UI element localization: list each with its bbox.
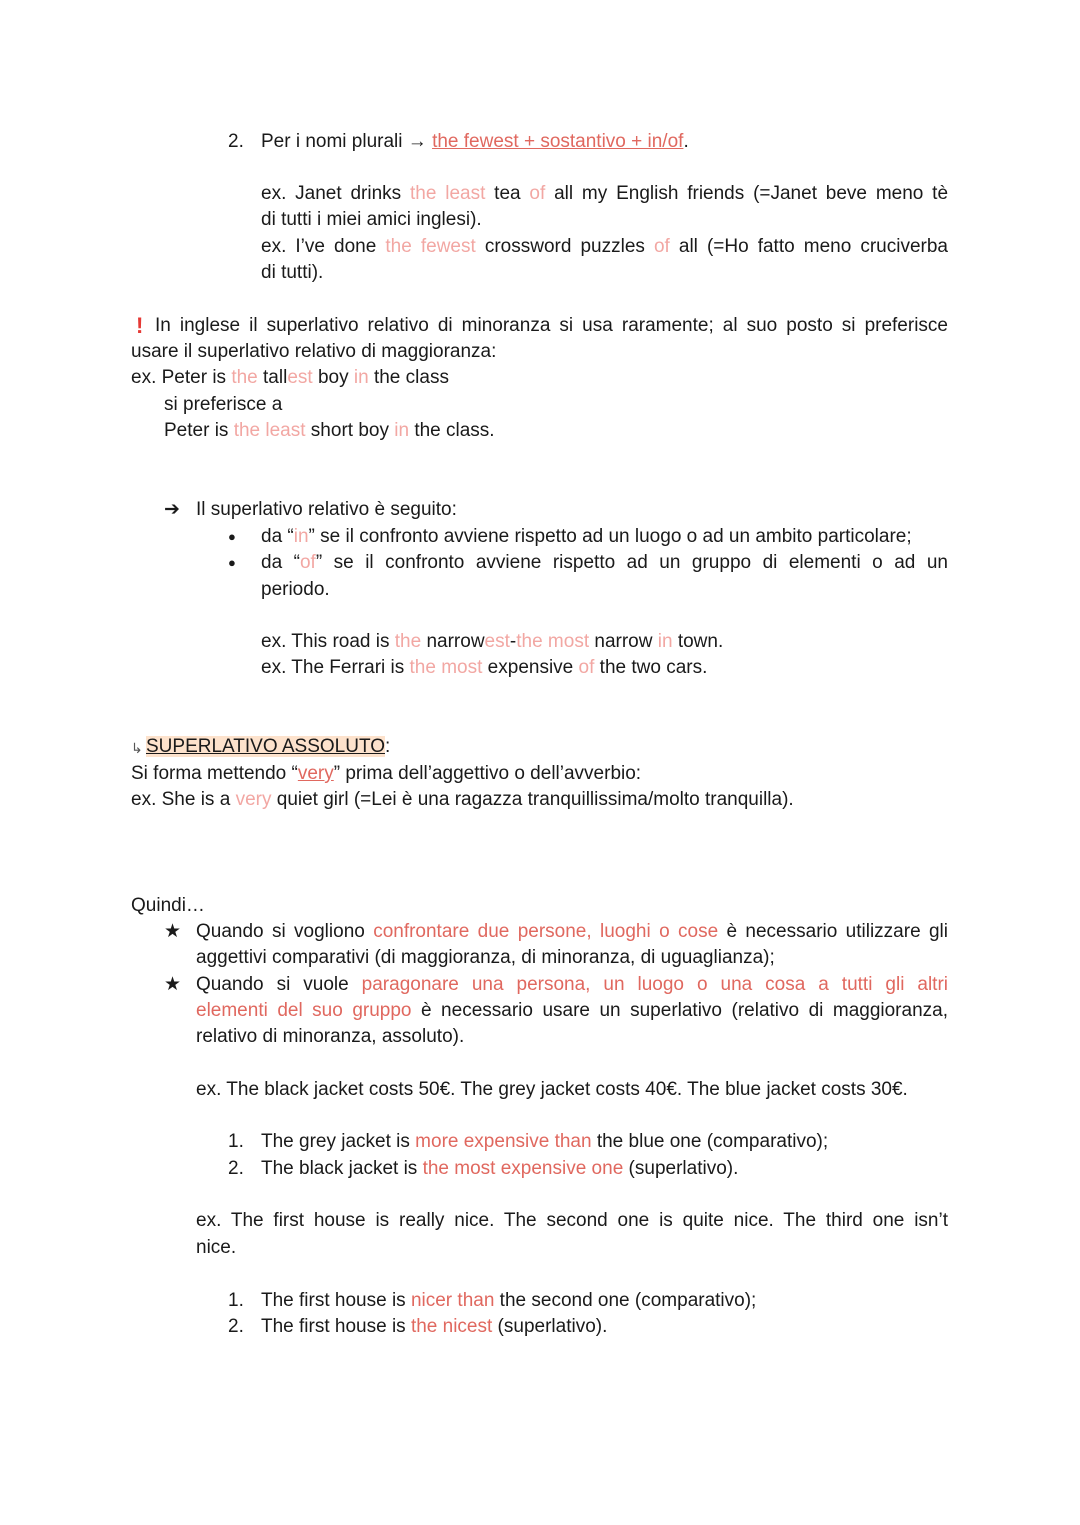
- bullet-line: da “of” se il confronto avviene rispetto ad un gruppo di elementi o ad un: [261, 552, 949, 573]
- list-item: The grey jacket is more expensive than the blue one (comparativo);: [261, 1131, 829, 1152]
- list-number: 2.: [228, 1316, 244, 1337]
- text-line: Il superlativo relativo è seguito:: [196, 499, 457, 520]
- example-line: Peter is the least short boy in the class.: [164, 420, 495, 441]
- list-item: The black jacket is the most expensive one (superlativo).: [261, 1158, 739, 1179]
- bullet-icon: ●: [228, 529, 236, 544]
- example-line: ex. The black jacket costs 50€. The grey jacket costs 40€. The blue jacket costs 30€.: [196, 1079, 908, 1100]
- example-line: ex. She is a very quiet girl (=Lei è una ragazza tranquillissima/molto tranquilla).: [131, 789, 794, 810]
- example-line: di tutti).: [261, 262, 324, 283]
- example-line: ex. Janet drinks the least tea of all my English friends (=Janet beve meno tè: [261, 183, 949, 204]
- example-line: ex. I’ve done the fewest crossword puzzles of all (=Ho fatto meno cruciverba: [261, 236, 948, 257]
- sub-arrow-icon: ↳: [131, 740, 143, 756]
- bullet-line: Quando si vogliono confrontare due persone, luoghi o cose è necessario utilizzare gli: [196, 921, 948, 942]
- example-line: ex. This road is the narrowest-the most narrow in town.: [261, 631, 724, 652]
- list-item: The first house is the nicest (superlativo).: [261, 1316, 608, 1337]
- list-number: 2.: [228, 1158, 244, 1179]
- note-line: usare il superlativo relativo di maggioranza:: [131, 341, 497, 362]
- bullet-line: relativo di minoranza, assoluto).: [196, 1026, 465, 1047]
- text-line: Quindi…: [131, 895, 205, 916]
- list-number: 1.: [228, 1290, 244, 1311]
- bullet-line: da “in” se il confronto avviene rispetto ad un luogo o ad un ambito particolare;: [261, 526, 912, 547]
- example-line: ex. The first house is really nice. The second one is quite nice. The third one isn’t: [196, 1210, 948, 1231]
- bullet-icon: ●: [228, 555, 236, 570]
- text-line: Si forma mettendo “very” prima dell’aggettivo o dell’avverbio:: [131, 763, 642, 784]
- text-line: si preferisce a: [164, 394, 283, 415]
- list-number: 2.: [228, 131, 244, 152]
- section-heading: SUPERLATIVO ASSOLUTO:: [146, 736, 391, 757]
- example-line: di tutti i miei amici inglesi).: [261, 209, 482, 230]
- example-line: nice.: [196, 1237, 237, 1258]
- bullet-line: elementi del suo gruppo è necessario usare un superlativo (relativo di maggioranza,: [196, 1000, 948, 1021]
- star-icon: ★: [164, 921, 182, 942]
- bullet-line: Quando si vuole paragonare una persona, un luogo o una cosa a tutti gli altri: [196, 974, 948, 995]
- example-line: ex. The Ferrari is the most expensive of the two cars.: [261, 657, 708, 678]
- highlighted-phrase: the fewest + sostantivo + in/of: [432, 131, 684, 152]
- exclamation-icon: !: [136, 313, 144, 338]
- list-item: The first house is nicer than the second one (comparativo);: [261, 1290, 757, 1311]
- bullet-line: aggettivi comparativi (di maggioranza, di minoranza, di uguaglianza);: [196, 947, 775, 968]
- list-number: 1.: [228, 1131, 244, 1152]
- arrow-icon: ➔: [164, 499, 180, 520]
- bullet-line: periodo.: [261, 579, 330, 600]
- note-line: In inglese il superlativo relativo di minoranza si usa raramente; al suo posto si preferisce: [155, 315, 948, 336]
- text-line: Per i nomi plurali → the fewest + sostantivo + in/of.: [261, 131, 689, 152]
- example-line: ex. Peter is the tallest boy in the class: [131, 367, 449, 388]
- star-icon: ★: [164, 974, 182, 995]
